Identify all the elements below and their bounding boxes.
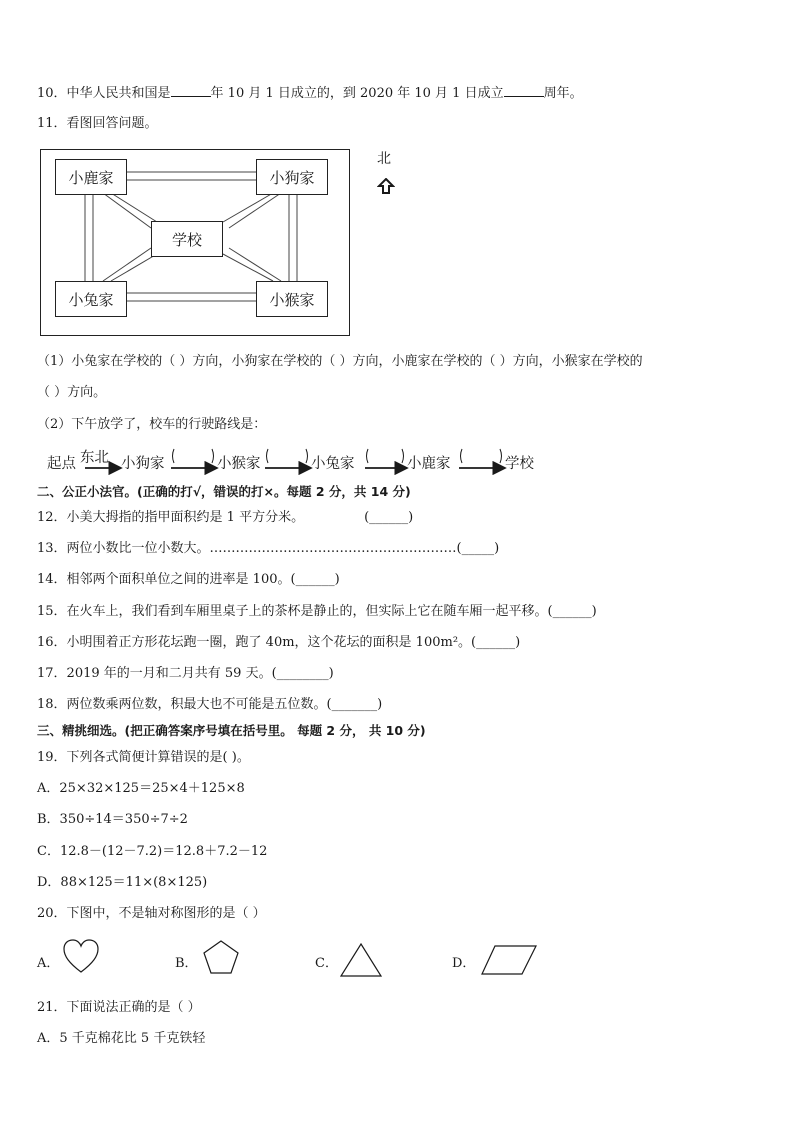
q19-option-b[interactable]: B．350÷14＝350÷7÷2 [37, 812, 188, 827]
dog-house: 小狗家 [256, 159, 328, 195]
q13-text: 13．两位小数比一位小数大。………………………………………………… [37, 541, 457, 556]
route-stop-monkey: 小猴家 [217, 456, 261, 472]
q10-text-b: 年 10 月 1 日成立的，到 2020 年 10 月 1 日成立 [210, 86, 504, 101]
answer-bracket[interactable]: (______) [471, 635, 521, 650]
rabbit-house: 小兔家 [55, 281, 127, 317]
question-20-stem: 20．下图中，不是轴对称图形的是（ ） [37, 906, 266, 921]
answer-bracket[interactable]: (_____) [456, 541, 500, 556]
route-stop-deer: 小鹿家 [407, 456, 451, 472]
route-stop-rabbit: 小兔家 [311, 456, 355, 472]
question-11-title: 11．看图回答问题。 [37, 116, 158, 131]
question-15 [37, 603, 597, 621]
route-start-direction: 东北 [80, 450, 109, 466]
question-13 [37, 540, 499, 558]
map-figure [40, 149, 350, 336]
answer-bracket[interactable]: (______) [547, 604, 597, 619]
question-12 [37, 509, 413, 527]
q19-option-a[interactable]: A．25×32×125＝25×4＋125×8 [37, 781, 245, 796]
pentagon-shape-icon [203, 940, 239, 974]
answer-bracket[interactable]: (_______) [326, 697, 383, 712]
q14-text: 14．相邻两个面积单位之间的进率是 100。 [37, 572, 291, 587]
school: 学校 [151, 221, 223, 257]
question-21-stem: 21．下面说法正确的是（ ） [37, 1000, 201, 1015]
q15-text: 15．在火车上，我们看到车厢里桌子上的茶杯是静止的，但实际上它在随车厢一起平移。 [37, 604, 548, 619]
q21-option-a[interactable]: A．5 千克棉花比 5 千克铁轻 [37, 1031, 206, 1046]
answer-bracket[interactable]: (________) [271, 666, 334, 681]
answer-blank[interactable] [504, 83, 544, 97]
monkey-house: 小猴家 [256, 281, 328, 317]
route-stop-dog: 小狗家 [121, 456, 165, 472]
question-10 [37, 83, 583, 103]
section-2-heading: 二、公正小法官。(正确的打√，错误的打×。每题 2 分，共 14 分) [37, 484, 411, 499]
north-label: 北 [377, 151, 391, 167]
q11-sub2: （2）下午放学了，校车的行驶路线是： [37, 417, 267, 432]
north-arrow-icon [377, 178, 395, 194]
q20-option-b-label[interactable]: B． [175, 956, 198, 971]
question-19-stem: 19．下列各式简便计算错误的是( )。 [37, 750, 250, 765]
q19-option-d[interactable]: D．88×125＝11×(8×125) [37, 875, 208, 890]
section-3-heading: 三、精挑细选。(把正确答案序号填在括号里。 每题 2 分， 共 10 分) [37, 723, 426, 738]
question-16 [37, 634, 520, 652]
route-end: 学校 [505, 456, 534, 472]
q17-text: 17．2019 年的一月和二月共有 59 天。 [37, 666, 272, 681]
q16-text: 16．小明围着正方形花坛跑一圈，跑了 40m，这个花坛的面积是 100m²。 [37, 635, 472, 650]
triangle-shape-icon [340, 943, 382, 978]
q20-option-d-label[interactable]: D． [452, 956, 476, 971]
answer-bracket[interactable]: (______) [290, 572, 340, 587]
route-start: 起点 [47, 456, 76, 472]
question-14 [37, 571, 340, 589]
q18-text: 18．两位数乘两位数，积最大也不可能是五位数。 [37, 697, 327, 712]
q10-text-c: 周年。 [543, 86, 583, 101]
q20-option-c-label[interactable]: C． [315, 956, 338, 971]
q10-text-a: 10．中华人民共和国是 [37, 86, 171, 101]
deer-house: 小鹿家 [55, 159, 127, 195]
q11-sub1-line2: （ ）方向。 [37, 385, 107, 400]
q19-option-c[interactable]: C．12.8－(12－7.2)＝12.8＋7.2－12 [37, 844, 268, 859]
question-18 [37, 696, 382, 714]
parallelogram-shape-icon [481, 945, 537, 975]
q12-text: 12．小美大拇指的指甲面积约是 1 平方分米。 [37, 510, 305, 525]
question-17 [37, 665, 334, 683]
answer-blank[interactable] [171, 83, 211, 97]
heart-shape-icon [63, 939, 99, 975]
q11-sub1-line1: （1）小兔家在学校的（ ）方向，小狗家在学校的（ ）方向，小鹿家在学校的（ ）方向，小猴家在学校的 [37, 354, 643, 369]
bus-route [47, 445, 567, 479]
q20-option-a-label[interactable]: A． [37, 956, 60, 971]
answer-bracket[interactable]: (______) [364, 510, 414, 525]
